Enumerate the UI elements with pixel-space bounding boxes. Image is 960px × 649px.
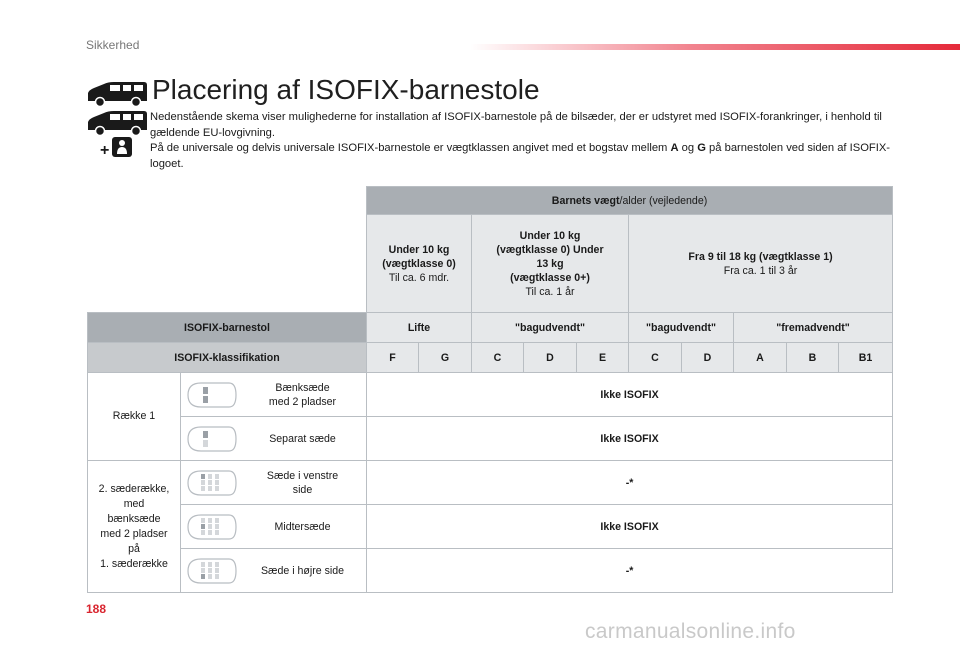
seat-cell: Midtersæde bbox=[181, 505, 367, 549]
class-cell: F bbox=[367, 343, 419, 373]
class-cell: E bbox=[577, 343, 629, 373]
intro-paragraph-2: På de universale og delvis universale ISOFIX-barnestole er vægtklassen angivet med et bogstav mellem A og G på barnestolen ved siden af ISOFIX-logoet. bbox=[150, 142, 891, 170]
seat-type: Lifte bbox=[367, 313, 472, 343]
isofix-value: Ikke ISOFIX bbox=[367, 505, 893, 549]
header-accent-bar bbox=[470, 44, 960, 50]
weight-header: Barnets vægt/alder (vejledende) bbox=[367, 187, 893, 215]
class-cell: B bbox=[787, 343, 839, 373]
van-icon bbox=[86, 81, 148, 107]
isofix-value: Ikke ISOFIX bbox=[367, 417, 893, 461]
section-label: Sikkerhed bbox=[86, 38, 140, 52]
class-cell: C bbox=[629, 343, 682, 373]
page-title: Placering af ISOFIX-barnestole bbox=[152, 74, 540, 105]
row-label-row1: Række 1 bbox=[88, 373, 181, 461]
van-icon bbox=[86, 110, 148, 136]
classification-label: ISOFIX-klassifikation bbox=[88, 343, 367, 373]
seat-cell: Separat sæde bbox=[181, 417, 367, 461]
isofix-value: -* bbox=[367, 461, 893, 505]
class-cell: A bbox=[734, 343, 787, 373]
weight-group-1: Under 10 kg (vægtklasse 0) Til ca. 6 mdr. bbox=[367, 215, 472, 313]
isofix-value: Ikke ISOFIX bbox=[367, 373, 893, 417]
intro-paragraph-1: Nedenstående skema viser mulighederne for installation af ISOFIX-barnestole på de bilsæder, der er udstyret med ISOFIX-forankringer, i henhold til gældende EU-lovgivning. bbox=[150, 111, 882, 139]
intro-text bbox=[150, 110, 895, 172]
car-seat-icon bbox=[185, 381, 239, 409]
seat-cell: Bænksæde med 2 pladser bbox=[181, 373, 367, 417]
seat-cell: Sæde i højre side bbox=[181, 549, 367, 593]
weight-group-3: Fra 9 til 18 kg (vægtklasse 1) Fra ca. 1 til 3 år bbox=[629, 215, 893, 313]
car-seat-icon bbox=[185, 513, 239, 541]
isofix-value: -* bbox=[367, 549, 893, 593]
class-cell: D bbox=[524, 343, 577, 373]
seat-type-label: ISOFIX-barnestol bbox=[88, 313, 367, 343]
watermark: carmanualsonline.info bbox=[585, 620, 796, 643]
car-seat-icon bbox=[185, 425, 239, 453]
class-cell: B1 bbox=[839, 343, 893, 373]
class-cell: D bbox=[682, 343, 734, 373]
page-number: 188 bbox=[86, 602, 107, 616]
seat-type: "bagudvendt" bbox=[629, 313, 734, 343]
plus-icon: + bbox=[100, 142, 110, 159]
child-seat-icon bbox=[111, 136, 133, 158]
seat-type: "fremadvendt" bbox=[734, 313, 893, 343]
car-seat-icon bbox=[185, 469, 239, 497]
class-cell: C bbox=[472, 343, 524, 373]
seat-cell: Sæde i venstre side bbox=[181, 461, 367, 505]
isofix-table bbox=[87, 186, 893, 593]
class-cell: G bbox=[419, 343, 472, 373]
weight-group-2: Under 10 kg (vægtklasse 0) Under 13 kg (vægtklasse 0+) Til ca. 1 år bbox=[472, 215, 629, 313]
seat-type: "bagudvendt" bbox=[472, 313, 629, 343]
car-seat-icon bbox=[185, 557, 239, 585]
row-label-row2: 2. sæderække, med bænksæde med 2 pladser på 1. sæderække bbox=[88, 461, 181, 593]
